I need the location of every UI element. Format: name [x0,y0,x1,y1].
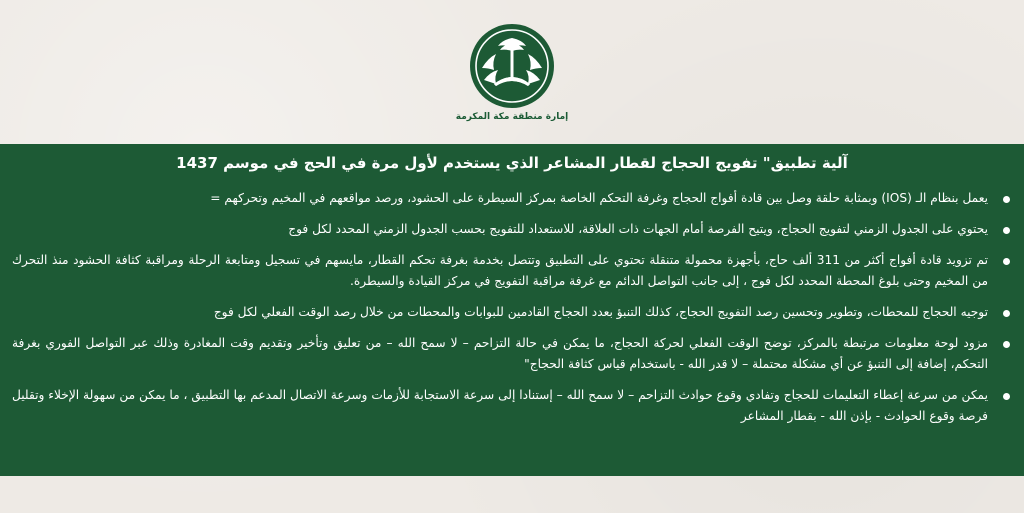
saudi-emblem-icon [468,22,556,110]
bullet-icon [1003,196,1010,203]
bullet-icon [1003,258,1010,265]
panel-title: آلية تطبيق" تفويج الحجاج لقطار المشاعر الذي يستخدم لأول مرة في الحج في موسم 1437 [176,154,848,172]
list-item-text: تم تزويد قادة أفواج أكثر من 311 ألف حاج، بأجهزة محمولة متنقلة تحتوي على التطبيق وتتصل بخدمة بغرفة تحكم القطار، مايسهم في تسجيل ومتابعة الرحلة ومراقبة كثافة الحشود منذ التحرك من المخيم وحتى بلوغ المحطة المحدد لكل فوج ، إلى جانب التواصل الدائم مع غرفة مراقبة التفويج في مركز القيادة والسيطرة. [12,253,988,288]
organization-name: إمارة منطقة مكة المكرمة [455,112,569,122]
bullet-icon [1003,227,1010,234]
info-panel [0,144,1024,476]
list-item [12,333,1010,375]
list-item [12,302,1010,323]
list-item [12,219,1010,240]
list-item-text: توجيه الحجاج للمحطات، وتطوير وتحسين رصد التفويج الحجاج، كذلك التنبؤ بعدد الحجاج القادمين للبوابات والمحطات من خلال رصد الوقت الفعلي لكل فوج [213,305,988,319]
bullet-icon [1003,393,1010,400]
bullet-icon [1003,310,1010,317]
list-item-text: مزود لوحة معلومات مرتبطة بالمركز، توضح الوقت الفعلي لحركة الحجاج، ما يمكن في حالة التزاحم – لا سمح الله – من تعليق وتأخير وتقديم وقت المغادرة وذلك عبر التواصل الفوري بغرفة التحكم، إضافة إلى التنبؤ عن أي مشكلة محتملة – لا قدر الله - باستخدام قياس كثافة الحجاج" [12,336,988,371]
list-item [12,250,1010,292]
header [0,0,1024,144]
bullet-list [12,188,1010,437]
list-item-text: يحتوي على الجدول الزمني لتفويج الحجاج، ويتيح الفرصة أمام الجهات ذات العلاقة، للاستعداد للتفويج بحسب الجدول الزمني المحدد لكل فوج [288,222,988,236]
bullet-icon [1003,341,1010,348]
list-item-text: يمكن من سرعة إعطاء التعليمات للحجاج وتفادي وقوع حوادث التزاحم – لا سمح الله – إستنادا إلى سرعة الاستجابة للأزمات وسرعة الاتصال المدعم بها التطبيق ، ما يمكن من سهولة الإخلاء وتقليل فرصة وقوع الحوادث - بإذن الله - بقطار المشاعر [12,388,988,423]
list-item [12,385,1010,427]
list-item [12,188,1010,209]
list-item-text: يعمل بنظام الـ (IOS) وبمثابة حلقة وصل بين قادة أفواج الحجاج وغرفة التحكم الخاصة بمركز السيطرة على الحشود، ورصد مواقعهم في المخيم وتحركهم = [210,191,988,205]
